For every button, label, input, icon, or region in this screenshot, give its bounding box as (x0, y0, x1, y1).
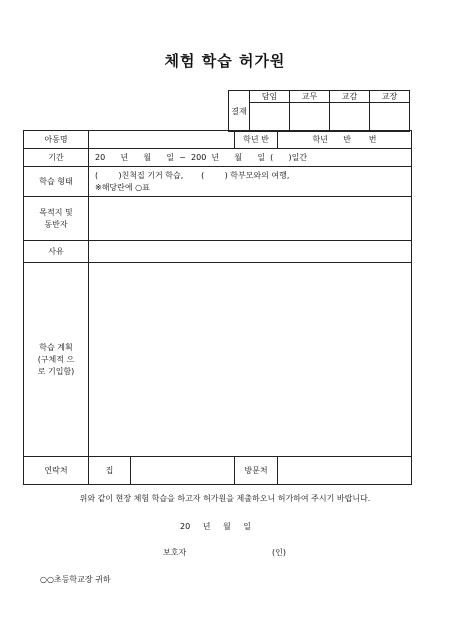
study-plan-field[interactable] (89, 263, 412, 457)
study-plan-label-line1: 학습 계획 (39, 342, 73, 352)
destination-companion-label (24, 197, 89, 241)
guardian-label: 보호자 (163, 548, 187, 557)
guardian-seal[interactable]: (인) (272, 548, 286, 557)
study-plan-label (24, 263, 89, 457)
request-statement: 위와 같이 현장 체험 학습을 하고자 허가원을 제출하오니 허가하여 주시기 바랍니다. (79, 494, 371, 503)
student-name-field[interactable] (89, 131, 235, 149)
approval-header-vice-principal: 교감 (330, 91, 370, 103)
approval-header-principal: 교장 (370, 91, 410, 103)
student-name-label: 아동명 (24, 131, 89, 149)
date-line[interactable]: 20 년 월 일 (180, 522, 251, 531)
signature-box-academic[interactable] (290, 103, 330, 132)
home-label: 집 (89, 457, 131, 485)
grade-class-number-field[interactable]: 학년 반 번 (278, 131, 412, 149)
visit-place-field[interactable] (278, 457, 412, 485)
document-title: 체험 학습 허가원 (164, 52, 286, 70)
learning-type-field[interactable] (89, 167, 412, 197)
reason-field[interactable] (89, 241, 412, 263)
learning-type-options: ( )친척집 기거 학습, ( ) 학부모와의 여행, (95, 170, 290, 180)
destination-label-line2: 동반자 (44, 219, 68, 229)
approval-header-homeroom: 담임 (250, 91, 290, 103)
period-label: 기간 (24, 149, 89, 167)
learning-type-note: ※해당란에 ○표 (95, 182, 150, 192)
signature-box-principal[interactable] (370, 103, 410, 132)
contact-label: 연락처 (24, 457, 89, 485)
reason-label: 사유 (24, 241, 89, 263)
approval-label: 결재 (229, 91, 250, 132)
destination-companion-field[interactable] (89, 197, 412, 241)
learning-type-label: 학습 형태 (24, 167, 89, 197)
study-plan-label-line3: 로 기입함) (37, 366, 75, 376)
approval-header-academic: 교무 (290, 91, 330, 103)
period-field[interactable]: 20 년 월 일 ~ 200 년 월 일 ( )일간 (89, 149, 412, 167)
home-phone-field[interactable] (131, 457, 235, 485)
signature-box-homeroom[interactable] (250, 103, 290, 132)
application-form-table (23, 130, 412, 485)
grade-class-label: 학년 반 (235, 131, 278, 149)
visit-place-label: 방문처 (235, 457, 278, 485)
addressee: ○○초등학교장 귀하 (40, 575, 111, 584)
signature-box-vice-principal[interactable] (330, 103, 370, 132)
approval-table (228, 90, 410, 132)
study-plan-label-line2: (구체적 으 (37, 354, 75, 364)
destination-label-line1: 목적지 및 (39, 207, 73, 217)
